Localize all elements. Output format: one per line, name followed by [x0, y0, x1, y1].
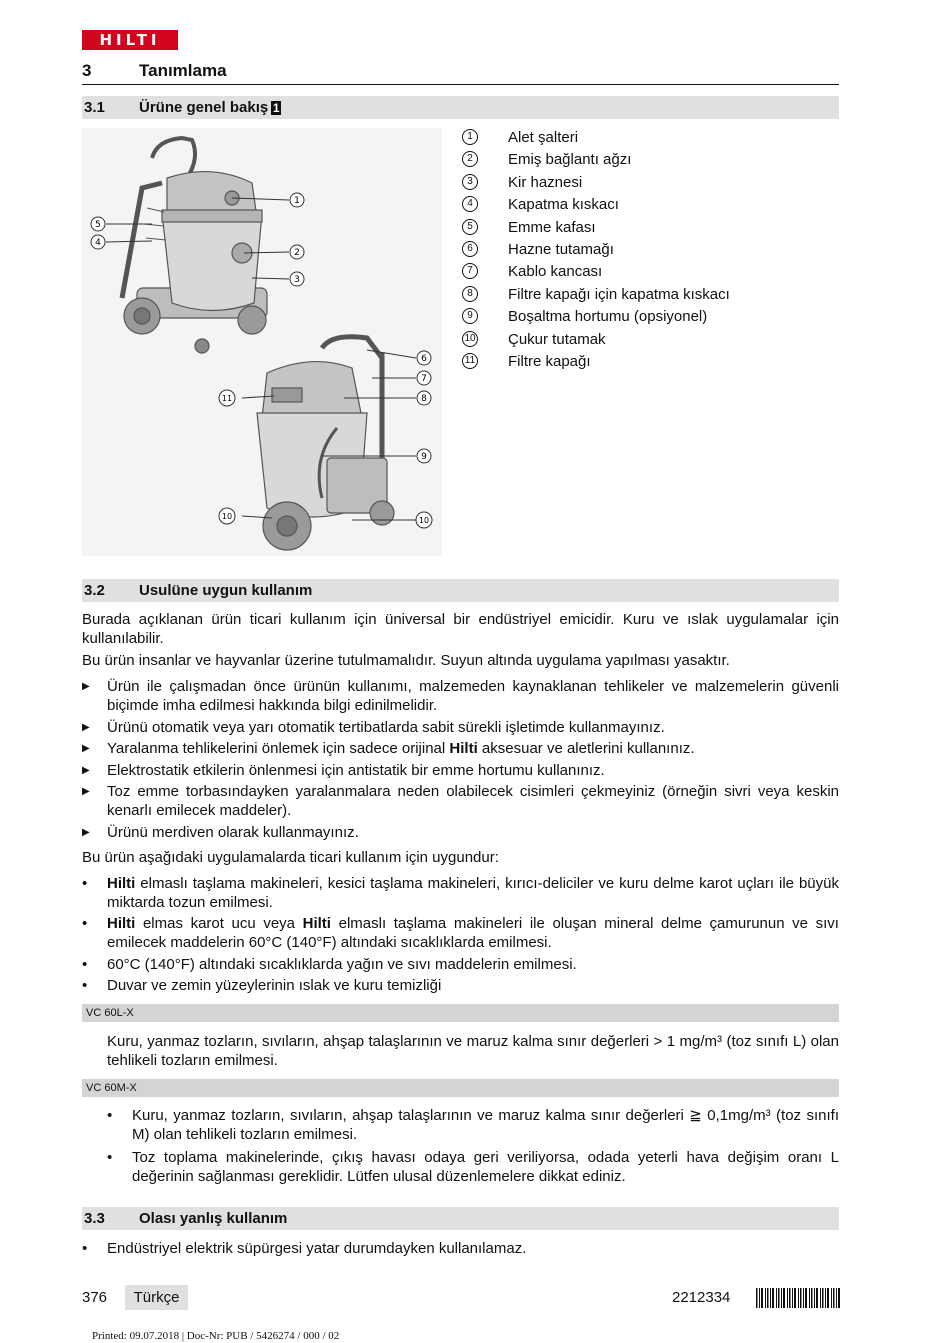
- dot-item-text: Toz toplama makinelerinde, çıkış havası odaya geri veriliyorsa, odada yeterli hava değişim oranı L değerinin sağlanması gereklidir. Lütfen ulusal düzenlemelere dikkat ediniz.: [132, 1149, 839, 1185]
- legend-number: 8: [462, 286, 478, 302]
- arrow-item: [82, 823, 839, 842]
- svg-text:4: 4: [95, 238, 101, 248]
- svg-text:6: 6: [421, 354, 427, 364]
- callout-10b: [416, 512, 432, 528]
- legend-label: Hazne tutamağı: [508, 240, 614, 258]
- section-number: 3.2: [84, 582, 105, 599]
- legend-item: [462, 262, 842, 284]
- svg-text:2: 2: [294, 248, 300, 258]
- parts-legend: [462, 128, 842, 374]
- bullet-dot-icon: •: [82, 956, 88, 973]
- logo-text: HILTI: [99, 31, 161, 49]
- arrow-bullet-icon: ▶: [82, 743, 90, 754]
- legend-item: [462, 240, 842, 262]
- arrow-item: [82, 718, 839, 737]
- section-heading-3-3: [82, 1207, 839, 1230]
- legend-number: 11: [462, 353, 478, 369]
- language-tab: Türkçe: [125, 1285, 188, 1310]
- paragraph: Bu ürün insanlar ve hayvanlar üzerine tutulmamalıdır. Suyun altında uygulama yapılması yasaktır.: [82, 652, 730, 669]
- legend-label: Kablo kancası: [508, 263, 603, 281]
- bullet-dot-icon: •: [82, 977, 88, 994]
- svg-text:10: 10: [418, 516, 430, 525]
- vacuum-back-view: [257, 337, 394, 550]
- svg-text:11: 11: [221, 394, 233, 403]
- model-bar-vc60l: VC 60L-X: [82, 1004, 839, 1022]
- legend-item: [462, 307, 842, 329]
- legend-label: Alet şalteri: [508, 129, 579, 146]
- callout-3: [290, 272, 304, 286]
- svg-text:9: 9: [421, 452, 427, 462]
- dot-item-text: Hilti elmaslı taşlama makineleri, kesici taşlama makineleri, kırıcı-deliciler ve kuru delme karot uçları ile büyük miktarda tozun emilmesi.: [107, 875, 839, 911]
- chapter-number: 3: [82, 61, 92, 80]
- legend-label: Kir haznesi: [508, 173, 583, 191]
- arrow-bullet-icon: ▶: [82, 681, 90, 692]
- dot-item: [107, 1148, 839, 1186]
- callout-1: [290, 193, 304, 207]
- chapter-title: Tanımlama: [139, 61, 227, 80]
- legend-label: Filtre kapağı için kapatma kıskacı: [508, 285, 730, 303]
- arrow-item-text: Ürün ile çalışmadan önce ürünün kullanımı, malzemeden kaynaklanan tehlikeler ve malzemelerin güvenli biçimde imha edilmesi hakkında bilgi edinilmelidir.: [107, 678, 839, 714]
- arrow-item-text: Elektrostatik etkilerin önlenmesi için antistatik bir emme hortumu kullanınız.: [107, 762, 605, 779]
- dot-item: [82, 1239, 839, 1258]
- legend-label: Emiş bağlantı ağzı: [508, 151, 632, 169]
- bullet-dot-icon: •: [107, 1107, 113, 1124]
- legend-label: Filtre kapağı: [508, 352, 591, 370]
- arrow-bullet-icon: ▶: [82, 765, 90, 776]
- legend-item: [462, 195, 842, 217]
- section-heading-3-1: [82, 96, 839, 119]
- dot-item: [82, 914, 839, 952]
- callout-2: [290, 245, 304, 259]
- chapter-heading: [82, 60, 839, 85]
- callout-11: [219, 390, 235, 406]
- legend-number: 10: [462, 331, 478, 347]
- legend-label: Emme kafası: [508, 218, 596, 236]
- legend-number: 9: [462, 308, 478, 324]
- section-number: 3.3: [84, 1210, 105, 1227]
- paragraph: Bu ürün aşağıdaki uygulamalarda ticari kullanım için uygundur:: [82, 849, 499, 866]
- arrow-bullet-icon: ▶: [82, 827, 90, 838]
- arrow-item-text: Toz emme torbasındayken yaralanmalara neden olabilecek cisimleri çekmeyiniz (örneğin sivri veya keskin kenarlı emilecek maddeler).: [107, 783, 839, 819]
- callout-6: [417, 351, 431, 365]
- paragraph: Burada açıklanan ürün ticari kullanım için üniversal bir endüstriyel emicidir. Kuru ve ıslak uygulamalar için kullanılabilir.: [82, 611, 839, 647]
- arrow-item: [82, 761, 839, 780]
- legend-item: [462, 218, 842, 240]
- legend-label: Boşaltma hortumu (opsiyonel): [508, 308, 708, 326]
- callout-7: [417, 371, 431, 385]
- barcode-icon: [756, 1288, 840, 1308]
- bullet-dot-icon: •: [82, 915, 88, 932]
- legend-number: 2: [462, 151, 478, 167]
- arrow-item-text: Yaralanma tehlikelerini önlemek için sadece orijinal Hilti aksesuar ve aletlerini kullanınız.: [107, 740, 695, 757]
- model-text: Kuru, yanmaz tozların, sıvıların, ahşap talaşlarının ve maruz kalma sınır değerleri > 1 mg/m³ (toz sınıfı L) olan tehlikeli tozların emilmesi.: [107, 1033, 839, 1069]
- legend-item: [462, 285, 842, 307]
- arrow-item: [82, 782, 839, 820]
- callout-5: [91, 217, 105, 231]
- legend-number: 7: [462, 263, 478, 279]
- arrow-item-text: Ürünü otomatik veya yarı otomatik tertibatlarda sabit sürekli işletimde kullanmayınız.: [107, 719, 665, 736]
- arrow-item-text: Ürünü merdiven olarak kullanmayınız.: [107, 824, 359, 841]
- section-title: [139, 96, 281, 119]
- product-illustration: [82, 128, 442, 556]
- legend-number: 3: [462, 174, 478, 190]
- hilti-logo: [82, 30, 178, 50]
- document-code: 2212334: [672, 1289, 731, 1306]
- callout-10a: [219, 508, 235, 524]
- dot-item-text: Endüstriyel elektrik süpürgesi yatar durumdayken kullanılamaz.: [107, 1240, 527, 1257]
- dot-item-text: Kuru, yanmaz tozların, sıvıların, ahşap talaşlarının ve maruz kalma sınır değerleri ≧ 0,1mg/m³ (toz sınıfı M) olan tehlikeli tozların emilmesi.: [132, 1107, 839, 1143]
- bullet-dot-icon: •: [107, 1149, 113, 1166]
- arrow-item: [82, 739, 839, 758]
- legend-item: [462, 352, 842, 374]
- section-title-text: Ürüne genel bakış: [139, 99, 269, 116]
- svg-text:1: 1: [294, 196, 300, 206]
- callout-9: [417, 449, 431, 463]
- vacuum-front-view: [122, 138, 267, 353]
- legend-label: Kapatma kıskacı: [508, 196, 619, 214]
- dot-item: [82, 976, 839, 995]
- print-info: Printed: 09.07.2018 | Doc-Nr: PUB / 5426274 / 000 / 02: [92, 1330, 340, 1342]
- section-number: 3.1: [84, 99, 105, 116]
- vacuum-illustration: [82, 128, 442, 556]
- legend-item: [462, 150, 842, 172]
- legend-item: [462, 173, 842, 195]
- arrow-bullet-icon: ▶: [82, 722, 90, 733]
- dot-item: [82, 874, 839, 912]
- bullet-dot-icon: •: [82, 1240, 88, 1257]
- section-title: Usulüne uygun kullanım: [139, 582, 313, 599]
- figure-badge: 1: [272, 101, 280, 115]
- dot-item-text: Duvar ve zemin yüzeylerinin ıslak ve kuru temizliği: [107, 977, 442, 994]
- arrow-item: [82, 677, 839, 715]
- svg-text:5: 5: [95, 220, 101, 230]
- model-bar-vc60m: VC 60M-X: [82, 1079, 839, 1097]
- callout-4: [91, 235, 105, 249]
- svg-text:7: 7: [421, 374, 427, 384]
- section-title: Olası yanlış kullanım: [139, 1210, 288, 1227]
- dot-item-text: 60°C (140°F) altındaki sıcaklıklarda yağın ve sıvı maddelerin emilmesi.: [107, 956, 577, 973]
- legend-item: [462, 330, 842, 352]
- bullet-dot-icon: •: [82, 875, 88, 892]
- dot-item: [107, 1106, 839, 1144]
- legend-number: 1: [462, 129, 478, 145]
- svg-text:10: 10: [221, 512, 233, 521]
- legend-number: 4: [462, 196, 478, 212]
- svg-text:8: 8: [421, 394, 427, 404]
- section-heading-3-2: [82, 579, 839, 602]
- dot-item-text: Hilti elmas karot ucu veya Hilti elmaslı taşlama makineleri ile oluşan mineral delme çamurunun ve sıvı emilecek maddelerin 60°C (140°F) altındaki sıcaklıklarda emilmesi.: [107, 915, 839, 951]
- legend-label: Çukur tutamak: [508, 330, 606, 348]
- legend-item: [462, 128, 842, 150]
- dot-item: [82, 955, 839, 974]
- svg-text:3: 3: [294, 275, 300, 285]
- page-number: 376: [82, 1289, 108, 1306]
- legend-number: 6: [462, 241, 478, 257]
- arrow-bullet-icon: ▶: [82, 786, 90, 797]
- callout-8: [417, 391, 431, 405]
- legend-number: 5: [462, 219, 478, 235]
